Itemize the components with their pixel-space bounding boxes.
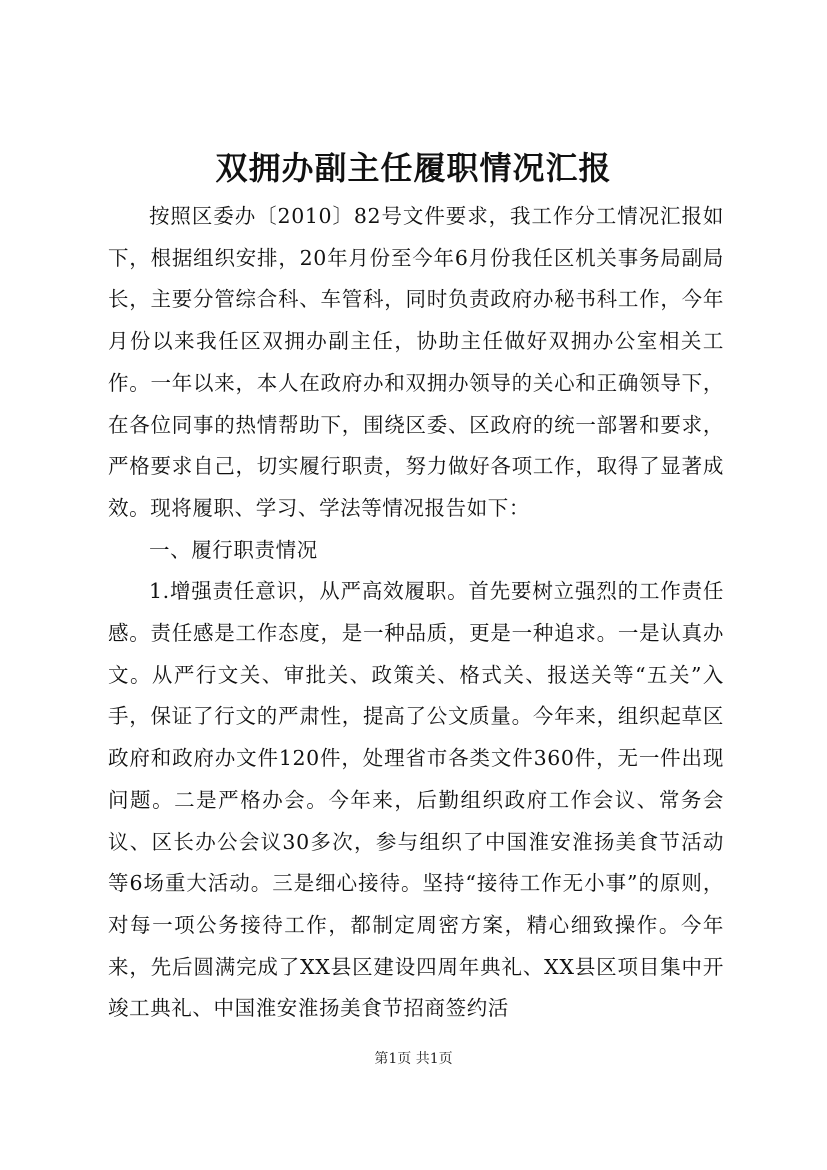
section-paragraph: 1.增强责任意识，从严高效履职。首先要树立强烈的工作责任感。责任感是工作态度，是一种品质，更是一种追求。一是认真办文。从严行文关、审批关、政策关、格式关、报送关等“五关”入手，保证了行文的严肃性，提高了公文质量。今年来，组织起草区政府和政府办文件120件，处理省市各类文件360件，无一件出现问题。二是严格办会。今年来，后勤组织政府工作会议、常务会议、区长办公会议30多次，参与组织了中国淮安淮扬美食节活动等6场重大活动。三是细心接待。坚持“接待工作无小事”的原则，对每一项公务接待工作，都制定周密方案，精心细致操作。今年来，先后圆满完成了XX县区建设四周年典礼、XX县区项目集中开竣工典礼、中国淮安淮扬美食节招商签约活 [108,579,724,1021]
intro-paragraph: 按照区委办〔2010〕82号文件要求，我工作分工情况汇报如下，根据组织安排，20年月份至今年6月份我任区机关事务局副局长，主要分管综合科、车管科，同时负责政府办秘书科工作，今年月份以来我任区双拥办副主任，协助主任做好双拥办公室相关工作。一年以来，本人在政府办和双拥办领导的关心和正确领导下，在各位同事的热情帮助下，围绕区委、区政府的统一部署和要求，严格要求自己，切实履行职责，努力做好各项工作，取得了显著成效。现将履职、学习、学法等情况报告如下： [108,204,724,520]
section-heading: 一、履行职责情况 [149,537,318,562]
document-body [108,196,724,1030]
page-footer: 第1页 共1页 [374,1051,453,1067]
document-title: 双拥办副主任履职情况汇报 [215,149,612,187]
